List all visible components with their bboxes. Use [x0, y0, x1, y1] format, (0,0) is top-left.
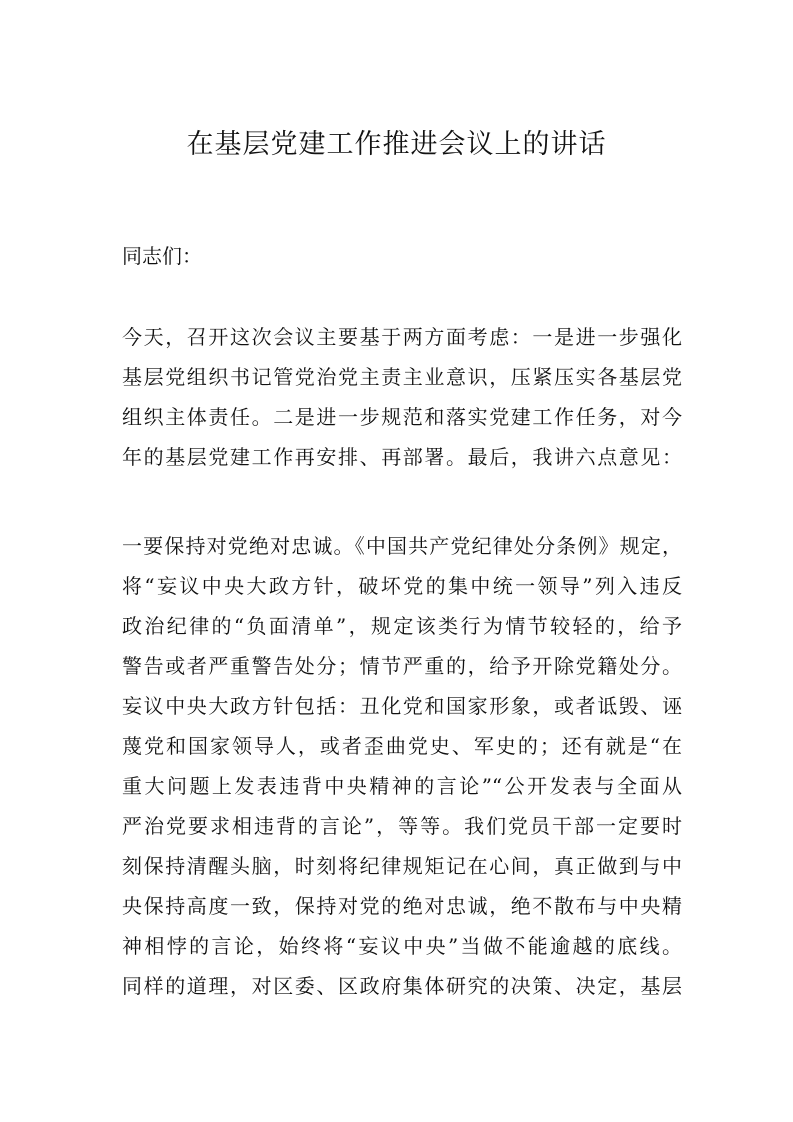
paragraph-line: 今天，召开这次会议主要基于两方面考虑：一是进一步强化	[122, 325, 682, 349]
paragraph-line: 一要保持对党绝对忠诚。《中国共产党纪律处分条例》规定，	[122, 534, 682, 558]
paragraph-line: 年的基层党建工作再安排、再部署。最后，我讲六点意见：	[122, 445, 682, 469]
paragraph-line: 警告或者严重警告处分；情节严重的，给予开除党籍处分。	[122, 654, 682, 678]
page-title: 在基层党建工作推进会议上的讲话	[186, 129, 607, 160]
paragraph-line: 妄议中央大政方针包括：丑化党和国家形象，或者诋毁、诬	[122, 694, 682, 718]
salutation: 同志们：	[122, 244, 202, 268]
paragraph-line: 将“妄议中央大政方针，破坏党的集中统一领导”列入违反	[122, 574, 682, 598]
paragraph-line: 同样的道理，对区委、区政府集体研究的决策、决定，基层	[122, 974, 682, 998]
paragraph-line: 刻保持清醒头脑，时刻将纪律规矩记在心间，真正做到与中	[122, 854, 682, 878]
paragraph-line: 重大问题上发表违背中央精神的言论”“公开发表与全面从	[122, 774, 682, 798]
paragraph-line: 组织主体责任。二是进一步规范和落实党建工作任务，对今	[122, 405, 682, 429]
paragraph-line: 政治纪律的“负面清单”，规定该类行为情节较轻的，给予	[122, 614, 682, 638]
paragraph-line: 严治党要求相违背的言论”，等等。我们党员干部一定要时	[122, 814, 682, 838]
paragraph-line: 神相悖的言论，始终将“妄议中央”当做不能逾越的底线。	[122, 934, 682, 958]
paragraph-line: 蔑党和国家领导人，或者歪曲党史、军史的；还有就是“在	[122, 734, 682, 758]
paragraph-line: 央保持高度一致，保持对党的绝对忠诚，绝不散布与中央精	[122, 894, 682, 918]
paragraph-line: 基层党组织书记管党治党主责主业意识，压紧压实各基层党	[122, 365, 682, 389]
